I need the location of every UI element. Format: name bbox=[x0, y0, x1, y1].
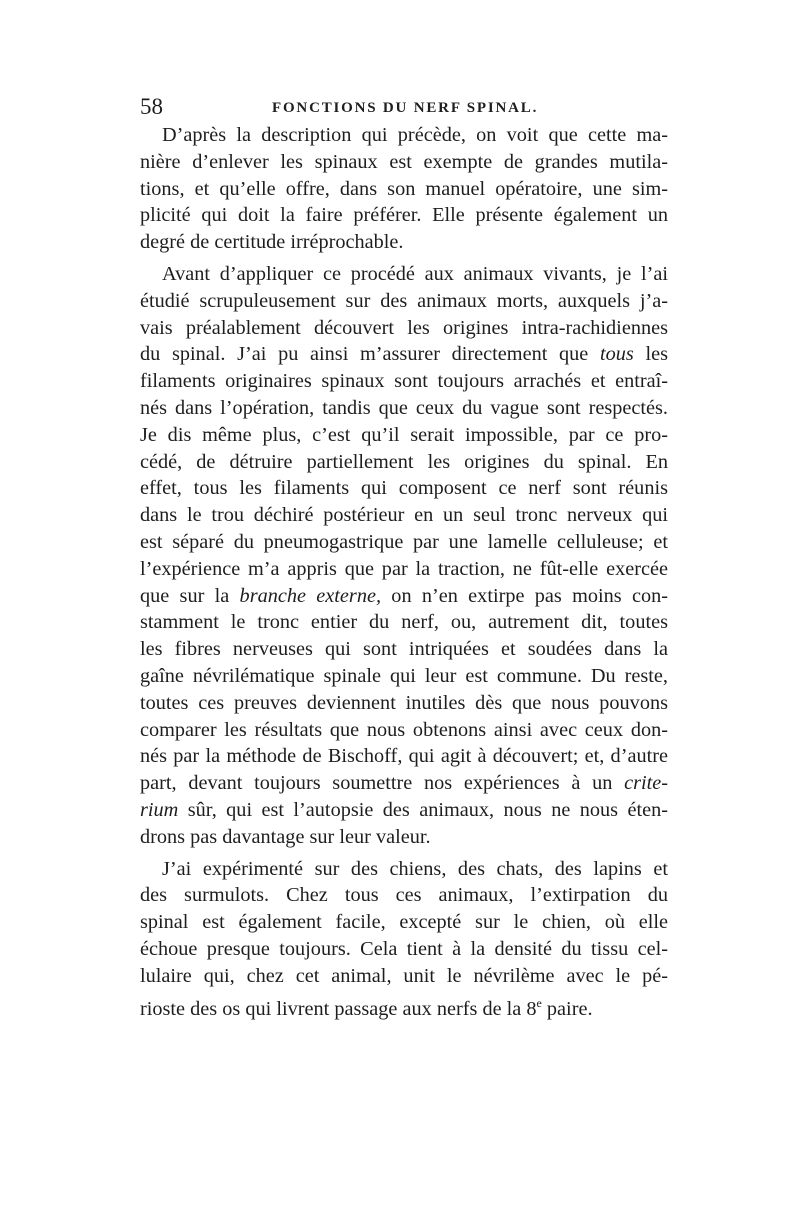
text-run: toutes ces preuves deviennent inutiles dès que nous pouvons bbox=[140, 691, 668, 714]
text-run: degré de certitude irréprochable. bbox=[140, 231, 404, 254]
text-run: nés dans l’opération, tandis que ceux du vague sont respectés. bbox=[140, 396, 668, 419]
text-line bbox=[140, 963, 668, 990]
text-line bbox=[140, 176, 668, 203]
text-run: échoue presque toujours. Cela tient à la densité du tissu cel- bbox=[140, 937, 668, 960]
text-line bbox=[140, 556, 668, 583]
running-head bbox=[140, 95, 660, 119]
text-line bbox=[140, 122, 668, 149]
text-line bbox=[140, 395, 668, 422]
text-run: rioste des os qui livrent passage aux nerfs de la 8 bbox=[140, 997, 537, 1020]
text-line bbox=[140, 936, 668, 963]
text-line bbox=[140, 690, 668, 717]
text-line bbox=[140, 261, 668, 288]
text-run: dans le trou déchiré postérieur en un seul tronc nerveux qui bbox=[140, 504, 668, 527]
text-line bbox=[140, 856, 668, 883]
text-run: est séparé du pneumogastrique par une lamelle celluleuse; et bbox=[140, 530, 668, 553]
text-line bbox=[140, 529, 668, 556]
text-line bbox=[140, 824, 668, 851]
text-run: plicité qui doit la faire préférer. Elle présente également un bbox=[140, 204, 668, 227]
text-line bbox=[140, 909, 668, 936]
text-run: on n’en extirpe pas moins con- bbox=[381, 584, 668, 607]
text-run: effet, tous les filaments qui composent ce nerf sont réunis bbox=[140, 477, 668, 500]
italic-run: tous bbox=[599, 343, 634, 366]
text-line bbox=[140, 202, 668, 229]
text-line bbox=[140, 717, 668, 744]
text-run: comparer les résultats que nous obtenons ainsi avec ceux don- bbox=[140, 718, 668, 741]
italic-run: crite- bbox=[624, 772, 668, 795]
text-line bbox=[140, 422, 668, 449]
page-number: 58 bbox=[140, 94, 163, 119]
text-line bbox=[140, 990, 668, 1023]
paragraph bbox=[140, 261, 668, 851]
text-run: drons pas davantage sur leur valeur. bbox=[140, 825, 431, 848]
text-run: nés par la méthode de Bischoff, qui agit à découvert; et, d’autre bbox=[140, 745, 668, 768]
italic-run: branche externe, bbox=[239, 584, 382, 607]
text-run: J’ai expérimenté sur des chiens, des chats, des lapins et bbox=[162, 857, 668, 880]
text-run: les fibres nerveuses qui sont intriquées et soudées dans la bbox=[140, 638, 668, 661]
text-run: spinal est également facile, excepté sur le chien, où elle bbox=[140, 911, 668, 934]
text-run: Je dis même plus, c’est qu’il serait impossible, par ce pro- bbox=[140, 423, 668, 446]
text-run: vais préalablement découvert les origines intra-rachidiennes bbox=[140, 316, 668, 339]
text-run: l’expérience m’a appris que par la traction, ne fût-elle exercée bbox=[140, 557, 668, 580]
text-line bbox=[140, 770, 668, 797]
text-line bbox=[140, 288, 668, 315]
text-run: cédé, de détruire partiellement les origines du spinal. En bbox=[140, 450, 668, 473]
text-run: du spinal. J’ai pu ainsi m’assurer directement que bbox=[140, 343, 600, 366]
text-line bbox=[140, 609, 668, 636]
superscript: e bbox=[536, 995, 542, 1010]
text-line bbox=[140, 475, 668, 502]
text-line bbox=[140, 583, 668, 610]
text-line bbox=[140, 149, 668, 176]
text-line bbox=[140, 315, 668, 342]
text-run: tions, et qu’elle offre, dans son manuel opératoire, une sim- bbox=[140, 177, 668, 200]
text-run: Avant d’appliquer ce procédé aux animaux vivants, je l’ai bbox=[162, 262, 668, 285]
text-run: sûr, qui est l’autopsie des animaux, nous ne nous éten- bbox=[178, 798, 668, 821]
text-run: des surmulots. Chez tous ces animaux, l’extirpation du bbox=[140, 884, 668, 907]
text-run: stamment le tronc entier du nerf, ou, autrement dit, toutes bbox=[140, 611, 668, 634]
text-line bbox=[140, 636, 668, 663]
text-run: étudié scrupuleusement sur des animaux morts, auxquels j’a- bbox=[140, 289, 668, 312]
text-run: filaments originaires spinaux sont toujours arrachés et entraî- bbox=[140, 370, 668, 393]
text-run: gaîne névrilématique spinale qui leur est commune. Du reste, bbox=[140, 664, 668, 687]
text-run: paire. bbox=[541, 997, 593, 1020]
text-run: part, devant toujours soumettre nos expériences à un bbox=[140, 772, 625, 795]
text-line bbox=[140, 797, 668, 824]
text-run: les bbox=[633, 343, 668, 366]
text-line bbox=[140, 743, 668, 770]
paragraph bbox=[140, 122, 668, 256]
text-line bbox=[140, 368, 668, 395]
text-run: D’après la description qui précède, on voit que cette ma- bbox=[162, 124, 668, 146]
body-text bbox=[140, 122, 668, 1022]
text-line bbox=[140, 449, 668, 476]
text-line bbox=[140, 663, 668, 690]
running-title: FONCTIONS DU NERF SPINAL. bbox=[272, 100, 539, 116]
text-line bbox=[140, 502, 668, 529]
text-run: lulaire qui, chez cet animal, unit le névrilème avec le pé- bbox=[140, 964, 668, 987]
text-line bbox=[140, 341, 668, 368]
text-run: nière d’enlever les spinaux est exempte de grandes mutila- bbox=[140, 150, 668, 173]
text-line bbox=[140, 882, 668, 909]
paragraph bbox=[140, 856, 668, 1023]
italic-run: rium bbox=[140, 798, 179, 821]
text-line bbox=[140, 229, 668, 256]
text-run: que sur la bbox=[140, 584, 240, 607]
